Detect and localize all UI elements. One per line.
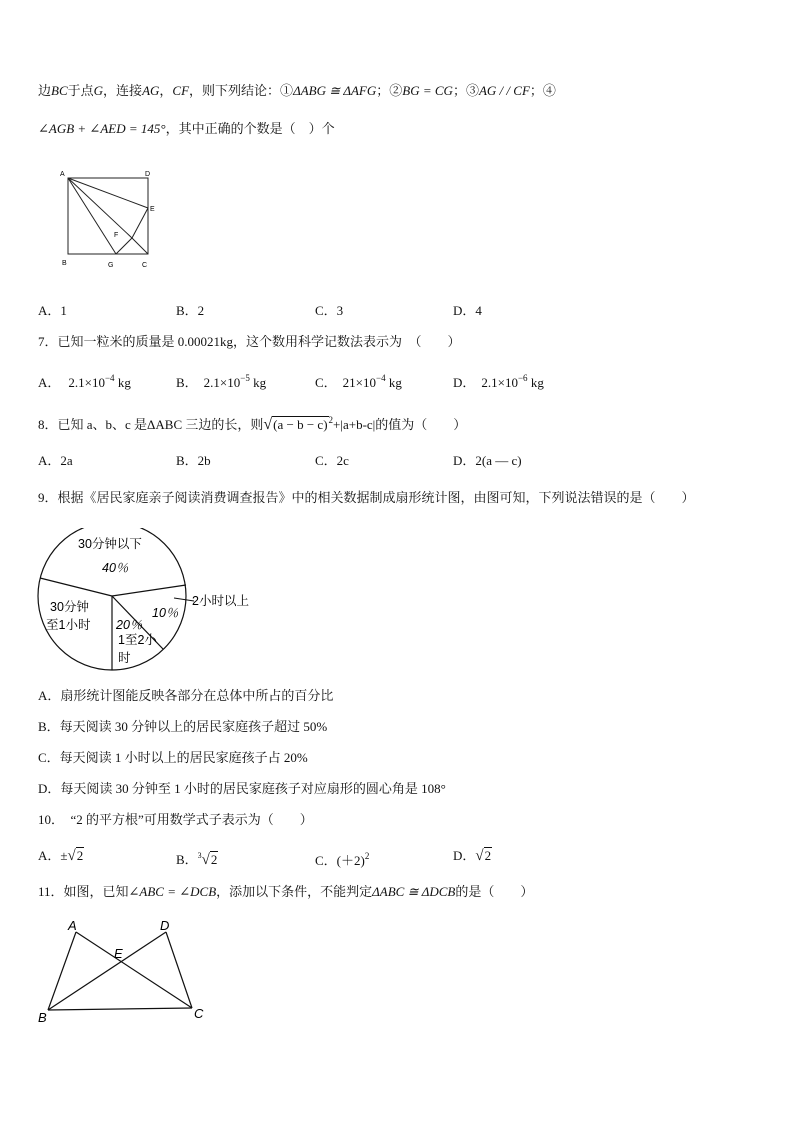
pie-divider: [40, 578, 112, 596]
slice-label: 30分钟以下: [78, 537, 142, 551]
math: BG = CG: [402, 83, 453, 98]
q6-option-a[interactable]: A．1: [38, 303, 67, 318]
q6-line-2: [38, 120, 335, 138]
text: ，添加以下条件，不能判定: [216, 884, 373, 899]
slice-label: 1至2小: [118, 633, 157, 647]
leader-line: [174, 598, 194, 601]
pie-divider: [112, 585, 186, 596]
math: BC: [51, 83, 68, 98]
math: 2.1×10: [203, 375, 241, 390]
text: ；④: [529, 83, 556, 98]
math: AG / / CF: [478, 83, 530, 98]
label-b: B: [38, 1010, 47, 1025]
text: B．: [176, 375, 198, 390]
q9-pie-chart: [36, 528, 276, 674]
q7-option-c[interactable]: [315, 369, 402, 392]
label-e: E: [114, 946, 123, 961]
slice-pct: 40％: [102, 561, 129, 575]
q10-option-a[interactable]: [38, 847, 84, 865]
label-f: F: [114, 232, 119, 239]
slice-label: 至1小时: [46, 618, 91, 632]
q8-option-d[interactable]: D．2(a — c): [453, 453, 522, 468]
math: ΔABG ≅ ΔAFG: [293, 83, 377, 98]
text: B．: [176, 852, 198, 867]
text: C．: [315, 375, 337, 390]
math: CF: [172, 83, 190, 98]
q9-option-b[interactable]: B．每天阅读 30 分钟以上的居民家庭孩子超过 50%: [38, 719, 328, 734]
q7-stem: 7．已知一粒米的质量是 0.00021kg，这个数用科学记数法表示为 （ ）: [38, 334, 461, 349]
text: A．: [38, 375, 61, 390]
math: ±: [60, 848, 68, 863]
q9-option-c[interactable]: C．每天阅读 1 小时以上的居民家庭孩子占 20%: [38, 750, 308, 765]
radical-sign: √: [475, 848, 484, 864]
slice-label: 2小时以上: [192, 594, 249, 608]
q8-stem: [38, 411, 466, 434]
radical-sign: √: [263, 416, 273, 433]
q8-option-a[interactable]: A．2a: [38, 453, 73, 468]
text: C．: [315, 853, 337, 868]
math: −4: [376, 373, 386, 383]
math: 2: [364, 851, 370, 861]
text: kg: [385, 375, 402, 390]
label-d: D: [145, 171, 151, 178]
q10-stem: 10． “2 的平方根”可用数学式子表示为（ ）: [38, 812, 313, 827]
text: 8．已知 a、b、c 是ΔABC 三边的长，则: [38, 417, 264, 432]
text: ，: [159, 83, 173, 98]
label-c: C: [142, 262, 148, 269]
q10-option-c[interactable]: [315, 847, 369, 870]
math: ∠AGB + ∠AED = 145°: [38, 121, 166, 136]
q8-option-c[interactable]: C．2c: [315, 453, 349, 468]
text: ；②: [376, 83, 403, 98]
text: +|a+b-c|的值为（ ）: [333, 417, 467, 432]
text: ，连接: [103, 83, 143, 98]
text: 于点: [67, 83, 94, 98]
label-c: C: [194, 1006, 204, 1021]
label-a: A: [60, 171, 65, 178]
text: kg: [114, 375, 131, 390]
math: 2: [328, 415, 334, 425]
q9-option-d[interactable]: D．每天阅读 30 分钟至 1 小时的居民家庭孩子对应扇形的圆心角是 108°: [38, 781, 446, 796]
math: 21×10: [342, 375, 377, 390]
math: ΔABC ≅ ΔDCB: [372, 884, 456, 899]
math: 2.1×10: [68, 375, 105, 390]
text: D．: [453, 848, 476, 863]
math: −4: [104, 373, 115, 383]
q6-option-d[interactable]: D．4: [453, 303, 482, 318]
q6-option-b[interactable]: B．2: [176, 303, 205, 318]
text: ，其中正确的个数是（ ）个: [165, 121, 335, 136]
math: −5: [240, 373, 250, 383]
q9-stem: 9．根据《居民家庭亲子阅读消费调查报告》中的相关数据制成扇形统计图，由图可知，下列说法错误的是（ ）: [38, 490, 695, 505]
math: 2: [210, 852, 218, 867]
math: 2: [76, 848, 84, 863]
q10-option-b[interactable]: [176, 847, 218, 869]
text: 的是（ ）: [455, 884, 534, 899]
q11-figure: [34, 918, 214, 1026]
text: ；③: [452, 83, 479, 98]
math: ∠ABC = ∠DCB: [128, 884, 217, 899]
label-g: G: [108, 262, 114, 269]
slice-pct: 10％: [152, 606, 179, 620]
q6-square-figure: [56, 166, 166, 274]
text: 边: [38, 83, 52, 98]
text: A．: [38, 848, 61, 863]
text: 11．如图，已知: [38, 884, 129, 899]
q7-option-d[interactable]: [453, 369, 544, 392]
label-d: D: [160, 918, 170, 933]
math: (＋2): [336, 853, 365, 868]
q10-option-d[interactable]: [453, 847, 492, 865]
q6-option-c[interactable]: C．3: [315, 303, 344, 318]
label-a: A: [68, 918, 77, 933]
q8-option-b[interactable]: B．2b: [176, 453, 211, 468]
label-e: E: [150, 206, 155, 213]
radical-sign: √: [67, 848, 76, 864]
q9-option-a[interactable]: A．扇形统计图能反映各部分在总体中所占的百分比: [38, 688, 334, 703]
slice-label: 30分钟: [50, 600, 89, 614]
q7-option-b[interactable]: [176, 369, 266, 392]
text: ，则下列结论：①: [189, 83, 294, 98]
math: (a − b − c): [273, 417, 328, 432]
text: kg: [249, 375, 267, 390]
text: D．: [453, 375, 476, 390]
label-b: B: [62, 260, 67, 267]
math: 2.1×10: [481, 375, 518, 390]
math: G: [93, 83, 104, 98]
q6-line-1: [38, 82, 556, 100]
math: −6: [517, 373, 528, 383]
math: 2: [484, 848, 492, 863]
text: kg: [527, 375, 544, 390]
q11-stem: [38, 883, 533, 901]
slice-label: 时: [118, 651, 131, 665]
math: AG: [142, 83, 160, 98]
slice-pct: 20％: [116, 618, 143, 632]
math: 3: [197, 851, 202, 860]
q7-option-a[interactable]: [38, 369, 131, 392]
radical-sign: √: [201, 852, 210, 868]
